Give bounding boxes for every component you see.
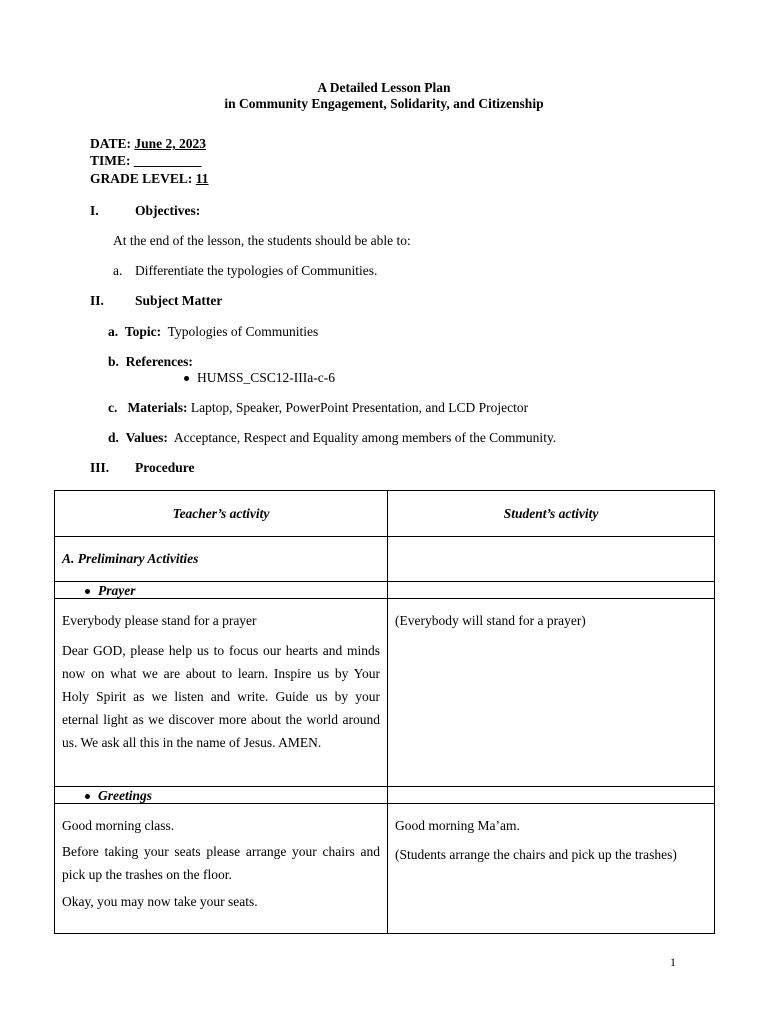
time-label: TIME: <box>90 153 131 168</box>
procedure-numeral: III. <box>90 460 110 475</box>
reference-item-text: HUMSS_CSC12-IIIa-c-6 <box>197 370 335 385</box>
document-title: A Detailed Lesson Plan <box>317 80 451 95</box>
objectives-numeral: I. <box>90 203 99 218</box>
bullet-icon <box>85 589 90 594</box>
objectives-intro: At the end of the lesson, the students should be able to: <box>113 233 411 248</box>
greet-teacher-text-2: Before taking your seats please arrange your chairs and pick up the trashes on the floor. <box>62 844 380 882</box>
topic-marker: a. <box>108 324 119 339</box>
references-marker: b. <box>108 354 119 369</box>
materials-label: Materials: <box>127 400 188 415</box>
prayer-teacher-text-2: Dear GOD, please help us to focus our hearts and minds now on what we are about to learn. Inspire us by Your Holy Spirit as we listen and write. Guide us by your eternal light as we discover more about the world around us. We ask all this in the name of Jesus. AMEN. <box>62 643 380 750</box>
references-label: References: <box>125 354 193 369</box>
greetings-label: Greetings <box>98 787 152 803</box>
greet-teacher-text-1: Good morning class. <box>62 818 175 833</box>
table-row <box>55 537 715 582</box>
greet-student-text-2: (Students arrange the chairs and pick up the trashes) <box>395 847 677 862</box>
greet-teacher-text-3: Okay, you may now take your seats. <box>62 894 258 909</box>
greetings-teacher-cell <box>55 804 388 934</box>
table-header-row <box>55 491 715 537</box>
time-value: __________ <box>133 153 202 168</box>
empty-cell <box>388 787 715 804</box>
table-row <box>55 804 715 934</box>
prayer-teacher-text-1: Everybody please stand for a prayer <box>62 613 257 628</box>
objectives-heading: Objectives: <box>135 203 201 218</box>
objective-item-marker: a. <box>113 263 123 278</box>
table-row <box>55 582 715 599</box>
greetings-student-cell <box>388 804 715 934</box>
table-row <box>55 599 715 787</box>
values-line <box>108 430 556 446</box>
subject-matter-numeral: II. <box>90 293 104 308</box>
topic-line <box>108 324 318 340</box>
topic-label: Topic: <box>124 324 162 339</box>
date-value: June 2, 2023 <box>134 136 207 151</box>
values-value: Acceptance, Respect and Equality among members of the Community. <box>173 430 557 445</box>
student-column-header: Student’s activity <box>388 491 715 537</box>
procedure-heading: Procedure <box>135 460 195 475</box>
bullet-icon <box>85 794 90 799</box>
reference-item <box>184 370 335 386</box>
page-number: 1 <box>670 955 676 969</box>
preliminary-activities-heading: A. Preliminary Activities <box>55 537 388 582</box>
time-line <box>90 153 201 169</box>
greet-student-text-1: Good morning Ma’am. <box>395 818 520 833</box>
date-label: DATE: <box>90 136 132 151</box>
values-label: Values: <box>125 430 168 445</box>
prayer-student-cell <box>388 599 715 787</box>
bullet-icon <box>184 376 189 381</box>
materials-line <box>108 400 528 416</box>
teacher-column-header: Teacher’s activity <box>55 491 388 537</box>
materials-value: Laptop, Speaker, PowerPoint Presentation, and LCD Projector <box>190 400 529 415</box>
grade-label: GRADE LEVEL: <box>90 171 193 186</box>
empty-cell <box>388 537 715 582</box>
prayer-teacher-cell <box>55 599 388 787</box>
date-line <box>90 136 206 152</box>
procedure-table <box>54 490 715 934</box>
topic-value: Typologies of Communities <box>167 324 319 339</box>
prayer-student-text: (Everybody will stand for a prayer) <box>395 613 586 628</box>
references-line <box>108 354 193 370</box>
objective-item-text: Differentiate the typologies of Communities. <box>135 263 378 278</box>
empty-cell <box>388 582 715 599</box>
subject-matter-heading: Subject Matter <box>135 293 223 308</box>
greetings-subheading <box>55 787 388 804</box>
document-subtitle: in Community Engagement, Solidarity, and Citizenship <box>224 96 544 111</box>
table-row <box>55 787 715 804</box>
grade-line <box>90 171 209 187</box>
prayer-label: Prayer <box>98 582 136 598</box>
values-marker: d. <box>108 430 119 445</box>
grade-value: 11 <box>195 171 209 186</box>
materials-marker: c. <box>108 400 118 415</box>
prayer-subheading <box>55 582 388 599</box>
